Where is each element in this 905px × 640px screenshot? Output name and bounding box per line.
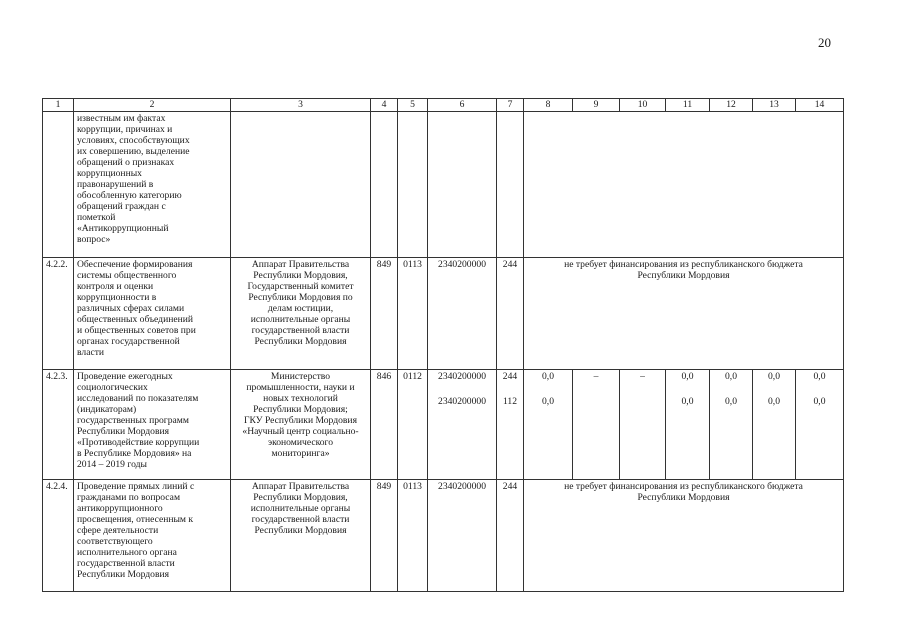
description-cell [74, 480, 231, 592]
description-line: соответствующего [77, 536, 153, 547]
executor-line: Республики Мордовия; [253, 404, 348, 415]
description-line: коррупционных [77, 168, 142, 179]
expense-type-value: 244 [502, 371, 518, 382]
description-line: обращений граждан с [77, 201, 166, 212]
description-line: гражданами по вопросам [77, 492, 181, 503]
description-line: «Антикоррупционный [77, 223, 169, 234]
section-code-cell: 0113 [398, 258, 428, 370]
table-row [43, 258, 844, 370]
column-header: 8 [524, 99, 573, 112]
code-cell [398, 112, 428, 258]
description-line: обособленную категорию [77, 190, 182, 201]
description-cell [74, 112, 231, 258]
description-line: государственных программ [77, 415, 189, 426]
description-line: Проведение ежегодных [77, 371, 173, 382]
column-header: 10 [620, 99, 666, 112]
description-line: сфере деятельности [77, 525, 159, 536]
description-line: Республики Мордовия [77, 569, 170, 580]
code-cell [428, 112, 497, 258]
row-number-cell: 4.2.4. [43, 480, 74, 592]
row-number-cell: 4.2.3. [43, 370, 74, 480]
description-line: системы общественного [77, 270, 177, 281]
funding-note-line: не требует финансирования из республиканского бюджета [564, 259, 803, 270]
executor-line: мониторинга» [271, 448, 330, 459]
executor-line: Аппарат Правительства [251, 259, 350, 270]
executor-cell [231, 112, 371, 258]
table-row [43, 370, 844, 480]
description-line: общественных объединений [77, 314, 193, 325]
year-value-cell [524, 370, 573, 480]
header-row [43, 99, 844, 112]
column-header: 2 [74, 99, 231, 112]
executor-line: промышленности, науки и [246, 382, 355, 393]
amount-value: 0,0 [813, 396, 826, 407]
column-header: 12 [710, 99, 753, 112]
executor-line: делам юстиции, [267, 303, 334, 314]
year-value-cell [753, 370, 796, 480]
funding-note-line: Республики Мордовия [637, 270, 730, 281]
column-header: 14 [796, 99, 844, 112]
executor-line: «Научный центр социально- [242, 426, 359, 437]
description-line: правонарушений в [77, 179, 154, 190]
funding-note-line: Республики Мордовия [637, 492, 730, 503]
description-cell [74, 258, 231, 370]
page-number: 20 [818, 35, 831, 50]
column-header: 13 [753, 99, 796, 112]
description-line: в Республике Мордовия» на [77, 448, 192, 459]
column-header: 6 [428, 99, 497, 112]
amount-value: 0,0 [768, 371, 780, 382]
executor-line: Республики Мордовия, [253, 492, 348, 503]
year-value-cell [666, 370, 710, 480]
amount-value: 0,0 [813, 371, 826, 382]
amount-value: 0,0 [542, 396, 554, 407]
executor-line: исполнительные органы [250, 314, 351, 325]
amount-value: 0,0 [542, 371, 554, 382]
description-line: антикоррупционного [77, 503, 163, 514]
column-header: 7 [497, 99, 524, 112]
expense-type-cell: 244 [497, 480, 524, 592]
executor-line: Республики Мордовия, [253, 270, 348, 281]
description-line: обращений о признаках [77, 157, 175, 168]
description-line: исполнительного органа [77, 547, 177, 558]
amount-value: 0,0 [768, 396, 780, 407]
description-line: коррупции, причинах и [77, 124, 173, 135]
executor-line: государственной власти [251, 325, 350, 336]
funding-note-cell [524, 480, 844, 592]
column-header: 5 [398, 99, 428, 112]
section-code-cell: 0112 [398, 370, 428, 480]
funding-note-cell [524, 258, 844, 370]
description-line: «Противодействие коррупции [77, 437, 200, 448]
description-line: власти [77, 347, 105, 358]
description-line: и общественных советов при [77, 325, 196, 336]
measures-table [42, 98, 844, 592]
executor-line: исполнительные органы [250, 503, 351, 514]
column-header: 4 [371, 99, 398, 112]
description-line: известным им фактах [77, 113, 166, 124]
executor-line: Государственный комитет [247, 281, 354, 292]
year-value-cell: – [573, 370, 620, 480]
column-header: 3 [231, 99, 371, 112]
funding-note-line: не требует финансирования из республиканского бюджета [564, 481, 803, 492]
description-line: вопрос» [77, 234, 111, 245]
executor-line: экономического [267, 437, 334, 448]
ministry-code-cell: 849 [371, 480, 398, 592]
year-value-cell: – [620, 370, 666, 480]
section-code-cell: 0113 [398, 480, 428, 592]
executor-line: государственной власти [251, 514, 350, 525]
description-line: Проведение прямых линий с [77, 481, 195, 492]
table-row-continuation [43, 112, 844, 258]
target-code-cell [428, 370, 497, 480]
year-value-cell [796, 370, 844, 480]
code-cell [497, 112, 524, 258]
target-code-cell: 2340200000 [428, 258, 497, 370]
executor-line: ГКУ Республики Мордовия [244, 415, 357, 426]
description-line: (индикаторам) [77, 404, 137, 415]
column-header: 1 [43, 99, 74, 112]
description-line: исследований по показателям [77, 393, 199, 404]
funding-cell [524, 112, 844, 258]
row-number-cell: 4.2.2. [43, 258, 74, 370]
amount-value: 0,0 [725, 396, 737, 407]
column-header: 9 [573, 99, 620, 112]
expense-type-cell: 244 [497, 258, 524, 370]
description-line: социологических [77, 382, 148, 393]
description-line: государственной власти [77, 558, 175, 569]
amount-value: 0,0 [725, 371, 737, 382]
description-line: коррупционности в [77, 292, 157, 303]
column-header: 11 [666, 99, 710, 112]
code-cell [371, 112, 398, 258]
executor-line: Министерство [270, 371, 331, 382]
executor-line: Республики Мордовия по [248, 292, 353, 303]
ministry-code-cell: 846 [371, 370, 398, 480]
executor-line: Республики Мордовия [254, 336, 347, 347]
description-line: их совершению, выделение [77, 146, 190, 157]
executor-line: Республики Мордовия [254, 525, 347, 536]
row-number-cell [43, 112, 74, 258]
amount-value: 0,0 [681, 371, 694, 382]
description-line: органах государственной [77, 336, 180, 347]
target-code-value: 2340200000 [438, 396, 486, 407]
executor-cell [231, 480, 371, 592]
executor-line: новых технологий [263, 393, 338, 404]
table-row [43, 480, 844, 592]
expense-type-cell [497, 370, 524, 480]
description-line: контроля и оценки [77, 281, 154, 292]
year-value-cell [710, 370, 753, 480]
description-line: Республики Мордовия [77, 426, 170, 437]
description-line: 2014 – 2019 годы [77, 459, 147, 470]
description-cell [74, 370, 231, 480]
description-line: пометкой [77, 212, 116, 223]
description-line: просвещения, отнесенным к [77, 514, 194, 525]
description-line: Обеспечение формирования [77, 259, 193, 270]
expense-type-value: 112 [502, 396, 518, 407]
executor-cell [231, 258, 371, 370]
target-code-cell: 2340200000 [428, 480, 497, 592]
amount-value: 0,0 [681, 396, 694, 407]
description-line: условиях, способствующих [77, 135, 190, 146]
description-line: различных сферах силами [77, 303, 185, 314]
executor-line: Аппарат Правительства [251, 481, 350, 492]
target-code-value: 2340200000 [438, 371, 486, 382]
executor-cell [231, 370, 371, 480]
ministry-code-cell: 849 [371, 258, 398, 370]
